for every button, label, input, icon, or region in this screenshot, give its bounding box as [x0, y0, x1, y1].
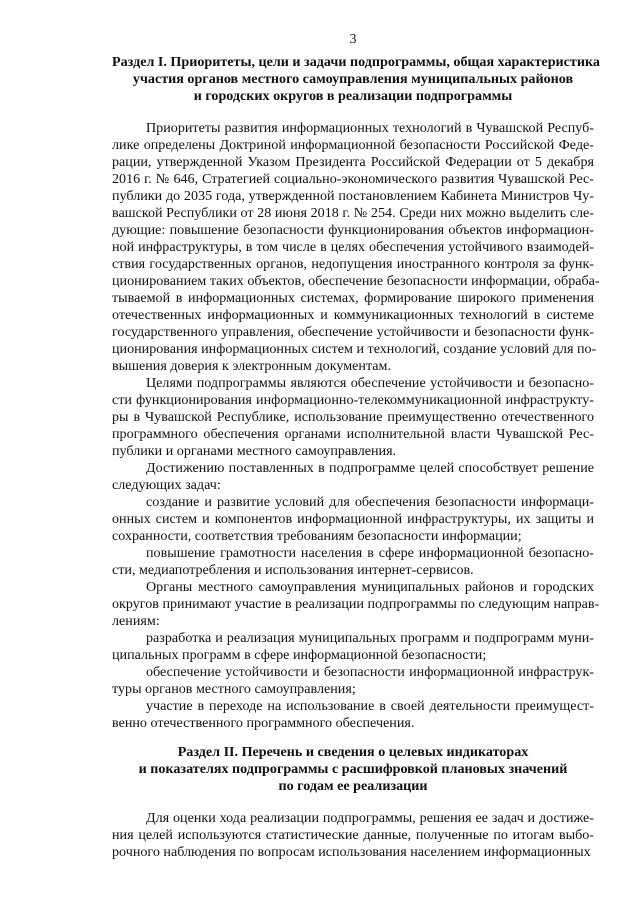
text-line: обеспечение устойчивости и безопасности информационной инфраструк- [146, 664, 594, 680]
text-line: Органы местного самоуправления муниципальных районов и городских [146, 579, 594, 595]
text-line: сти функционирования информационно-телекоммуникационной инфраструкту- [112, 392, 594, 408]
section-2-title-line: по годам ее реализации [278, 778, 428, 794]
text-line: участие в переходе на использование в своей деятельности преимущест- [146, 698, 594, 714]
text-line: государственного управления, обеспечение устойчивости и безопасности функ- [112, 324, 594, 340]
paragraph [112, 460, 594, 494]
section-2-title-line: Раздел II. Перечень и сведения о целевых индикаторах [177, 744, 529, 760]
text-line: публики до 2035 года, утвержденной постановлением Кабинета Министров Чу- [112, 188, 594, 204]
text-line: следующих задач: [112, 477, 221, 493]
section-2-title [112, 744, 594, 795]
text-line: Для оценки хода реализации подпрограммы, решения ее задач и достиже- [146, 810, 594, 826]
section-2-title-line: и показателях подпрограммы с расшифровкой плановых значений [138, 761, 568, 777]
section-1-title-line: Раздел I. Приоритеты, цели и задачи подпрограммы, общая характеристика [112, 54, 600, 70]
text-line: ционирования информационных систем и технологий, создание условий для по- [112, 341, 597, 357]
text-line: рочного наблюдения по вопросам использования населением информационных [112, 844, 591, 860]
text-line: туры органов местного самоуправления; [112, 681, 356, 697]
text-line: ния целей используются статистические данные, полученные по итогам выбо- [112, 827, 594, 843]
paragraph [112, 375, 594, 460]
text-line: повышение грамотности населения в сфере информационной безопасно- [146, 545, 594, 561]
text-line: публики и органами местного самоуправления. [112, 443, 397, 459]
text-line: Целями подпрограммы являются обеспечение устойчивости и безопасно- [146, 375, 594, 391]
text-line: ной инфраструктуры, в том числе в целях обеспечения устойчивого взаимодей- [112, 239, 594, 255]
paragraph [112, 698, 594, 732]
section-1-title-line: участия органов местного самоуправления муниципальных районов [132, 71, 574, 87]
text-line: ры в Чувашской Республике, использование преимущественно отечественного [112, 409, 594, 425]
section-1-title-line: и городских округов в реализации подпрограммы [193, 88, 513, 104]
section-1-title [112, 54, 600, 105]
paragraph [112, 630, 594, 664]
text-line: ствия государственных органов, недопущения иностранного контроля за функ- [112, 256, 594, 272]
text-line: программного обеспечения органами исполнительной власти Чувашской Рес- [112, 426, 594, 442]
paragraph [112, 120, 600, 375]
text-line: тываемой в информационных системах, формирование широкого применения [112, 290, 594, 306]
text-line: создание и развитие условий для обеспечения безопасности информаци- [146, 494, 594, 510]
paragraph [112, 494, 594, 545]
text-line: 2016 г. № 646, Стратегией социально-экономического развития Чувашской Рес- [112, 171, 594, 187]
text-line: отечественных информационных и коммуникационных технологий в системе [112, 307, 594, 323]
text-line: рации, утвержденной Указом Президента Российской Федерации от 5 декабря [112, 154, 594, 170]
text-line: вышения доверия к электронным документам. [112, 358, 391, 374]
document-page [112, 32, 600, 861]
text-line: Достижению поставленных в подпрограмме целей способствует решение [146, 460, 594, 476]
text-line: онных систем и компонентов информационной инфраструктуры, их защиты и [112, 511, 594, 527]
text-line: ципальных программ в сфере информационной безопасности; [112, 647, 487, 663]
paragraph [112, 810, 594, 861]
text-line: вашской Республики от 28 июня 2018 г. № 254. Среди них можно выделить сле- [112, 205, 594, 221]
paragraph [112, 664, 594, 698]
text-line: разработка и реализация муниципальных программ и подпрограмм муни- [146, 630, 594, 646]
text-line: лике определены Доктриной информационной безопасности Российской Феде- [112, 137, 594, 153]
text-line: ционированием таких объектов, обеспечение безопасности информации, обраба- [112, 273, 600, 289]
text-line: дующие: повышение безопасности функционирования объектов информацион- [112, 222, 594, 238]
text-line: сти, медиапотребления и использования интернет-сервисов. [112, 562, 474, 578]
paragraph [112, 545, 594, 579]
text-line: Приоритеты развития информационных технологий в Чувашской Респуб- [146, 120, 594, 136]
paragraph [112, 579, 600, 630]
text-line: сохранности, соответствия требованиям безопасности информации; [112, 528, 522, 544]
section-1-body [112, 120, 600, 732]
text-line: лениям: [112, 613, 160, 629]
text-line: округов принимают участие в реализации подпрограммы по следующим направ- [112, 596, 600, 612]
text-line: венно отечественного программного обеспечения. [112, 715, 415, 731]
section-2-body [112, 810, 594, 861]
page-number: 3 [349, 32, 357, 47]
